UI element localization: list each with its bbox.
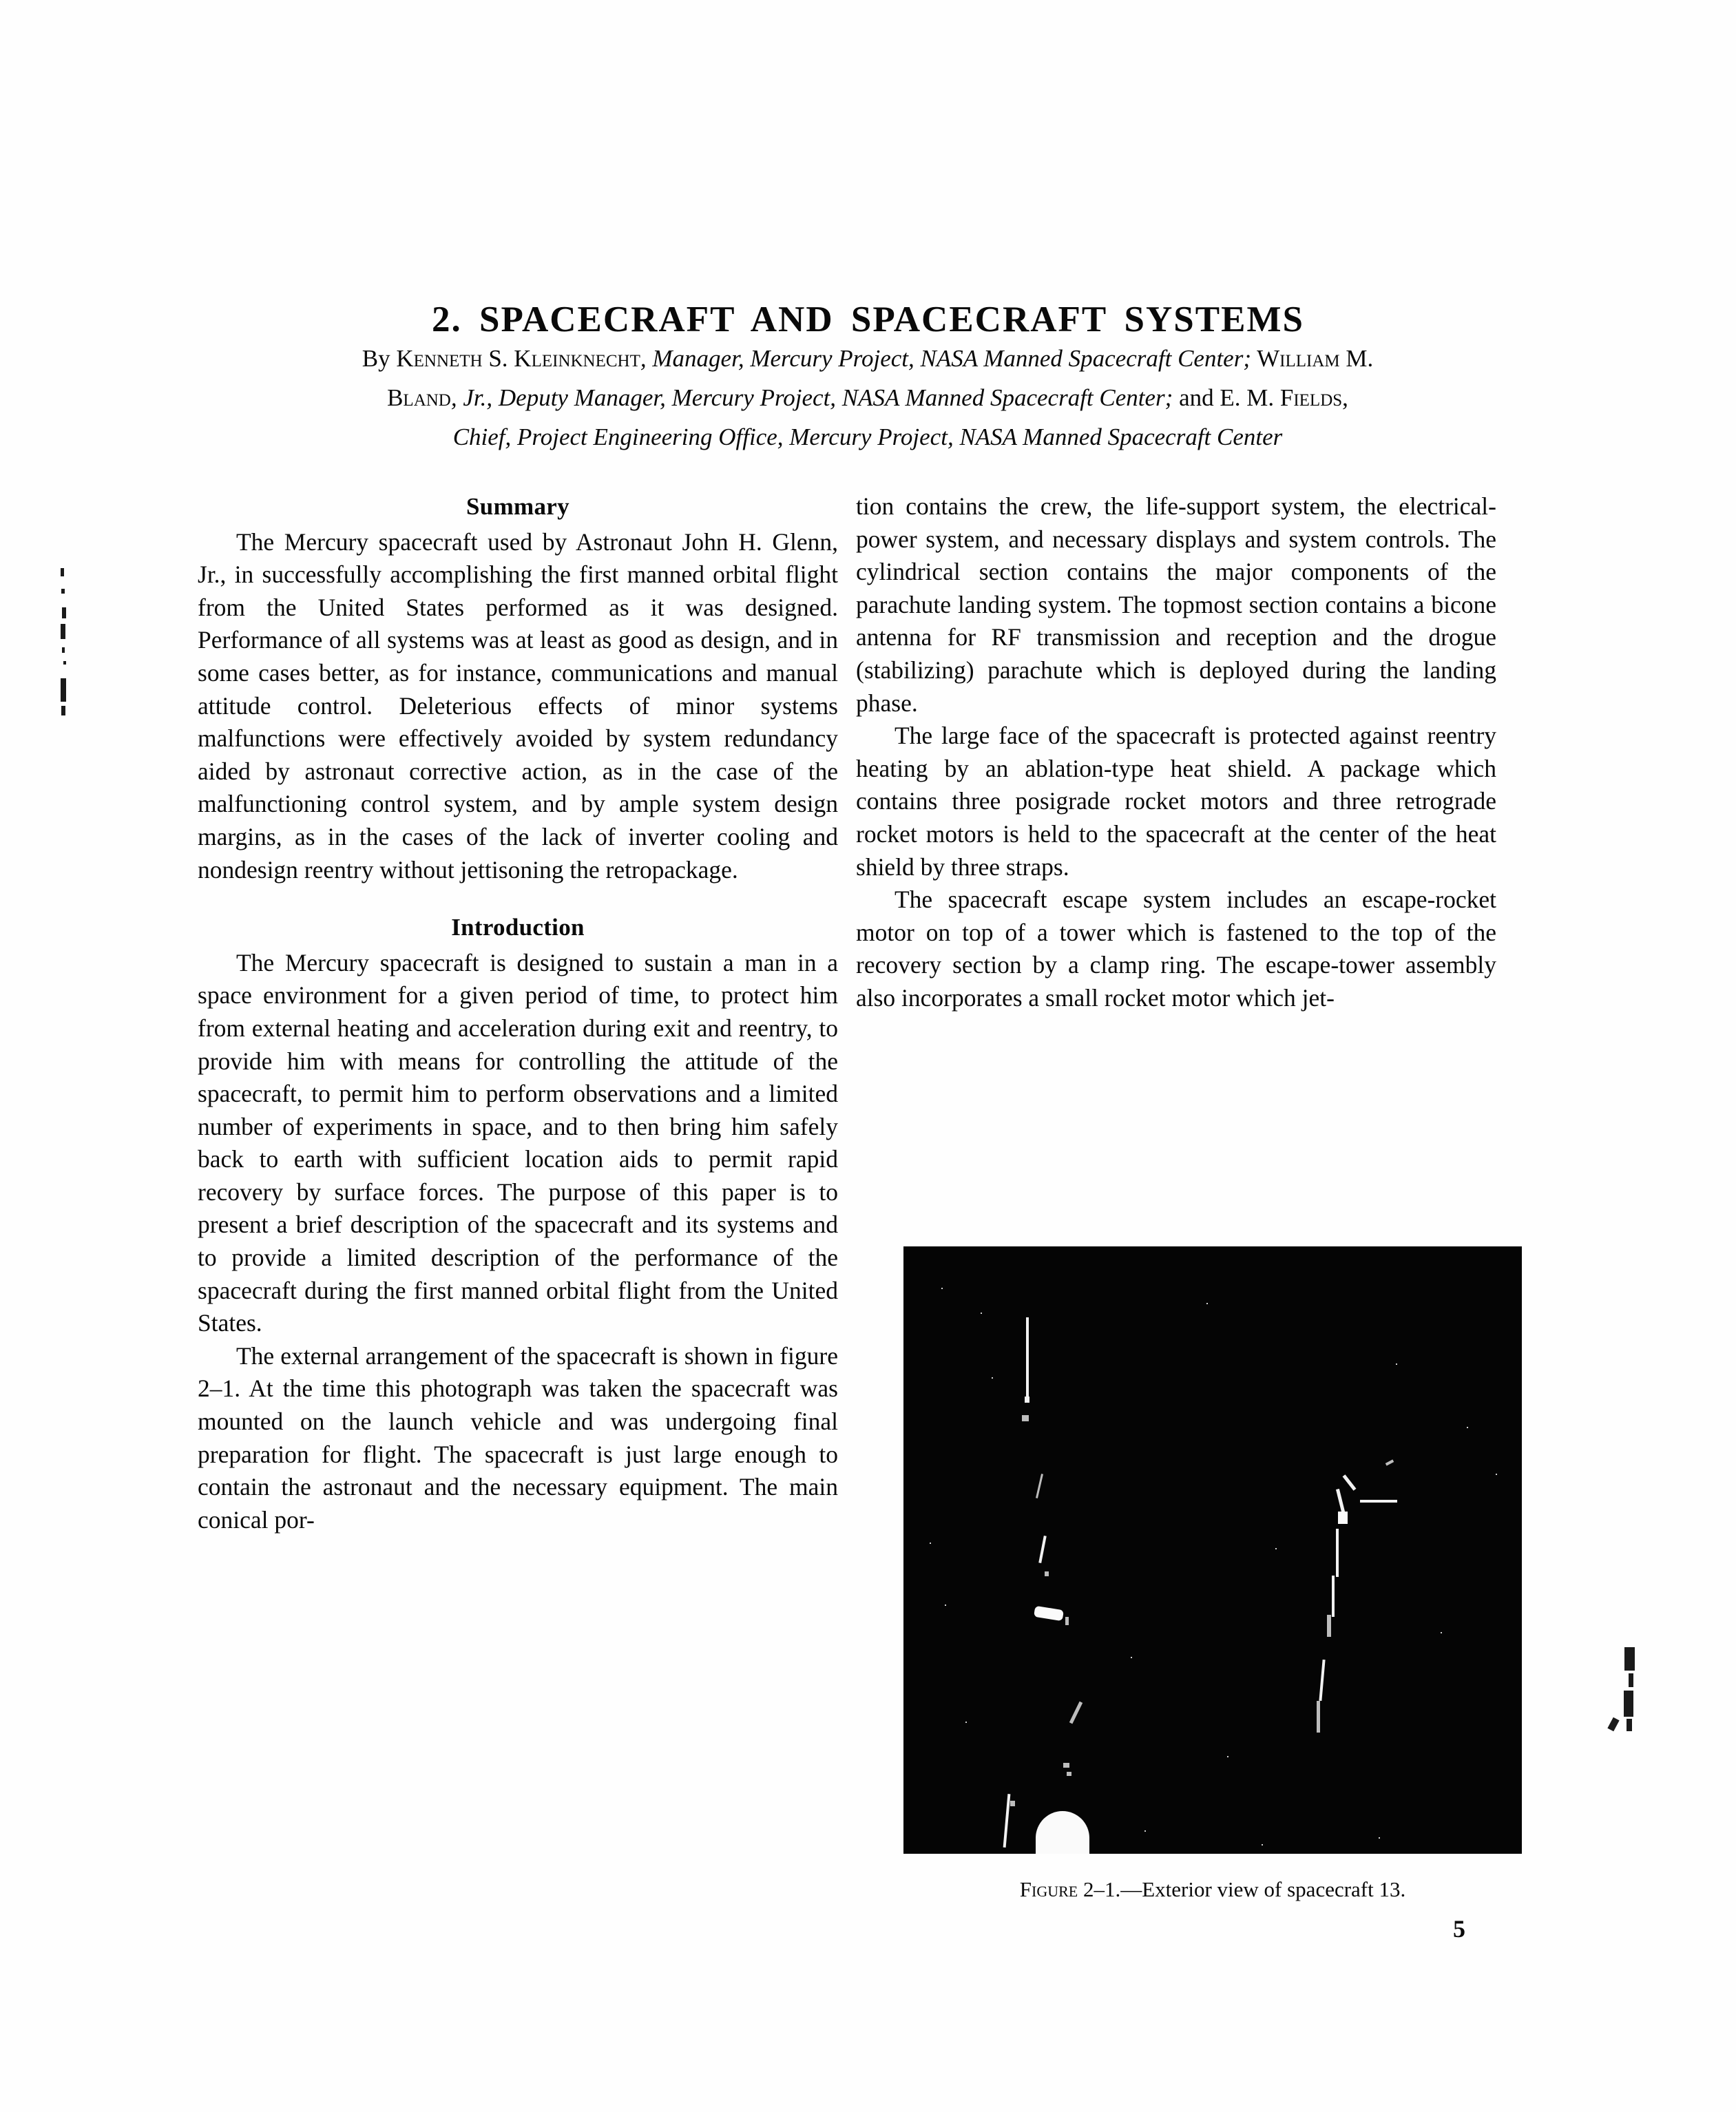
scan-artifact xyxy=(1629,1673,1633,1687)
photo-speck xyxy=(1441,1632,1442,1633)
introduction-paragraph-1: The Mercury spacecraft is designed to sustain a man in a space environment for a given period of time, to protect him from external heating and acceleration during exit and reentry, to provide him with means for controlling the attitude of the spacecraft, to permit him to perform observations and a limited number of experiments in space, and to then bring him safely back to earth with sufficient location aids to permit rapid recovery by surface forces. The purpose of this paper is to present a brief description of the spacecraft and its systems and to provide a limited description of the performance of the spacecraft during the first manned orbital flight from the United States. xyxy=(198,948,838,1337)
photo-highlight xyxy=(1045,1571,1049,1576)
photo-speck xyxy=(965,1722,967,1723)
photo-highlight xyxy=(1065,1617,1069,1625)
photo-highlight xyxy=(1038,1536,1047,1563)
scan-artifact xyxy=(1624,1647,1635,1671)
photo-speck xyxy=(1144,1830,1146,1832)
photo-highlight xyxy=(1317,1701,1320,1733)
photo-speck xyxy=(1396,1363,1397,1365)
scan-artifact xyxy=(1624,1691,1633,1717)
photo-speck xyxy=(941,1288,943,1289)
byline-role-2: , Jr., Deputy Manager, Mercury Project, NASA Manned Spacecraft Center; xyxy=(450,384,1173,411)
left-column xyxy=(198,490,838,1536)
photo-highlight-tower xyxy=(1026,1317,1029,1397)
figure-caption-text: —Exterior view of spacecraft 13. xyxy=(1120,1877,1406,1901)
photo-highlight xyxy=(1385,1459,1394,1465)
photo-highlight-crossbar xyxy=(1360,1500,1397,1503)
photo-highlight-bright xyxy=(1034,1606,1064,1621)
byline-role-1: , Manager, Mercury Project, NASA Manned Spacecraft Center; xyxy=(640,345,1251,372)
spacecraft-photograph xyxy=(903,1246,1522,1854)
scan-artifact xyxy=(61,624,65,639)
photo-highlight xyxy=(1010,1801,1015,1806)
byline-line-3: Chief, Project Engineering Office, Mercury Project, NASA Manned Spacecraft Center xyxy=(452,424,1283,450)
scan-artifact xyxy=(61,678,66,702)
photo-highlight xyxy=(1036,1474,1043,1498)
photo-speck xyxy=(1262,1844,1263,1846)
photo-speck xyxy=(981,1313,982,1314)
photo-speck xyxy=(1275,1548,1277,1549)
photo-speck xyxy=(1496,1474,1497,1475)
byline-author-1: Kenneth S. Kleinknecht xyxy=(396,345,640,372)
figure-caption-label: Figure 2–1. xyxy=(1019,1877,1121,1901)
photo-speck xyxy=(1131,1657,1132,1658)
byline-line-1 xyxy=(186,339,1549,378)
photo-highlight-blob xyxy=(1036,1811,1089,1854)
summary-heading: Summary xyxy=(466,493,569,520)
right-column xyxy=(856,490,1496,1015)
scan-artifact xyxy=(62,607,66,618)
summary-paragraph: The Mercury spacecraft used by Astronaut John H. Glenn, Jr., in successfully accomplishing the first manned orbital flight from the United States performed as it was designed. Performance of all systems was at least as good as design, and in some cases better, as for instance, communications and manual attitude control. Deleterious effects of minor systems malfunctions were effectively avoided by system redundancy aided by astronaut corrective action, as in the case of the malfunctioning control system, and by ample system design margins, as in the cases of the lack of inverter cooling and nondesign reentry without jettisoning the retropackage. xyxy=(198,527,838,884)
photo-highlight xyxy=(1022,1415,1029,1421)
photo-highlight-capsule-edge xyxy=(1343,1474,1357,1491)
photo-highlight xyxy=(1003,1794,1011,1848)
right-paragraph-3: The spacecraft escape system includes an escape-rocket motor on top of a tower which is fastened to the top of the recovery section by a clamp ring. The escape-tower assembly also incorporates a small rocket motor which jet- xyxy=(856,886,1496,1012)
introduction-heading: Introduction xyxy=(451,914,585,941)
photo-highlight-capsule-edge xyxy=(1336,1529,1339,1577)
byline-author-2-surname: Bland xyxy=(387,384,451,411)
scan-artifact xyxy=(63,661,66,665)
byline xyxy=(186,339,1549,457)
byline-author-2: William M. xyxy=(1251,345,1374,372)
right-paragraph-1: tion contains the crew, the life-support system, the electrical-power system, and necessary displays and system controls. The cylindrical section contains the major components of the parachute landing system. The topmost section contains a bicone antenna for RF transmission and reception and the drogue (stabilizing) parachute which is deployed during the landing phase. xyxy=(856,492,1496,717)
figure-caption xyxy=(903,1877,1522,1902)
introduction-paragraph-2: The external arrangement of the spacecraft is shown in figure 2–1. At the time this photograph was taken the spacecraft was mounted on the launch vehicle and was undergoing final preparation for flight. The spacecraft is just large enough to contain the astronaut and the necessary equipment. The main conical por- xyxy=(198,1341,838,1534)
photo-speck xyxy=(1227,1756,1228,1757)
photo-highlight-capsule-edge xyxy=(1319,1660,1325,1701)
photo-speck xyxy=(1206,1303,1208,1304)
photo-highlight-capsule-edge xyxy=(1332,1576,1335,1617)
right-paragraph-2: The large face of the spacecraft is protected against reentry heating by an ablation-type heat shield. A package which contains three posigrade rocket motors and three retrograde rocket motors is held to the spacecraft at the center of the heat shield by three straps. xyxy=(856,722,1496,881)
photo-highlight-bright xyxy=(1338,1512,1348,1524)
photo-speck xyxy=(1379,1837,1380,1839)
byline-line-2 xyxy=(186,378,1549,417)
photo-speck xyxy=(1467,1427,1468,1428)
photo-speck xyxy=(992,1377,993,1379)
photo-highlight xyxy=(1069,1702,1083,1724)
photo-highlight-capsule-edge xyxy=(1336,1489,1345,1512)
page-number: 5 xyxy=(1453,1915,1465,1943)
scan-artifact xyxy=(61,568,64,576)
byline-prefix: By xyxy=(362,345,397,372)
figure-2-1 xyxy=(903,1246,1522,1902)
page-title: 2. SPACECRAFT AND SPACECRAFT SYSTEMS xyxy=(432,299,1304,339)
scan-artifact xyxy=(1627,1719,1632,1731)
photo-speck xyxy=(945,1604,946,1606)
photo-speck xyxy=(930,1543,931,1544)
byline-author-3: Fields xyxy=(1279,384,1343,411)
photo-highlight xyxy=(1025,1397,1029,1403)
byline-comma: , xyxy=(1342,384,1348,411)
photo-highlight xyxy=(1067,1772,1071,1776)
scan-artifact xyxy=(61,589,65,594)
photo-highlight xyxy=(1327,1615,1331,1637)
scan-artifact xyxy=(1607,1717,1619,1732)
scan-artifact xyxy=(62,647,65,653)
byline-conjunction: and E. M. xyxy=(1173,384,1280,411)
photo-highlight xyxy=(1063,1763,1069,1768)
scan-artifact xyxy=(61,706,65,715)
